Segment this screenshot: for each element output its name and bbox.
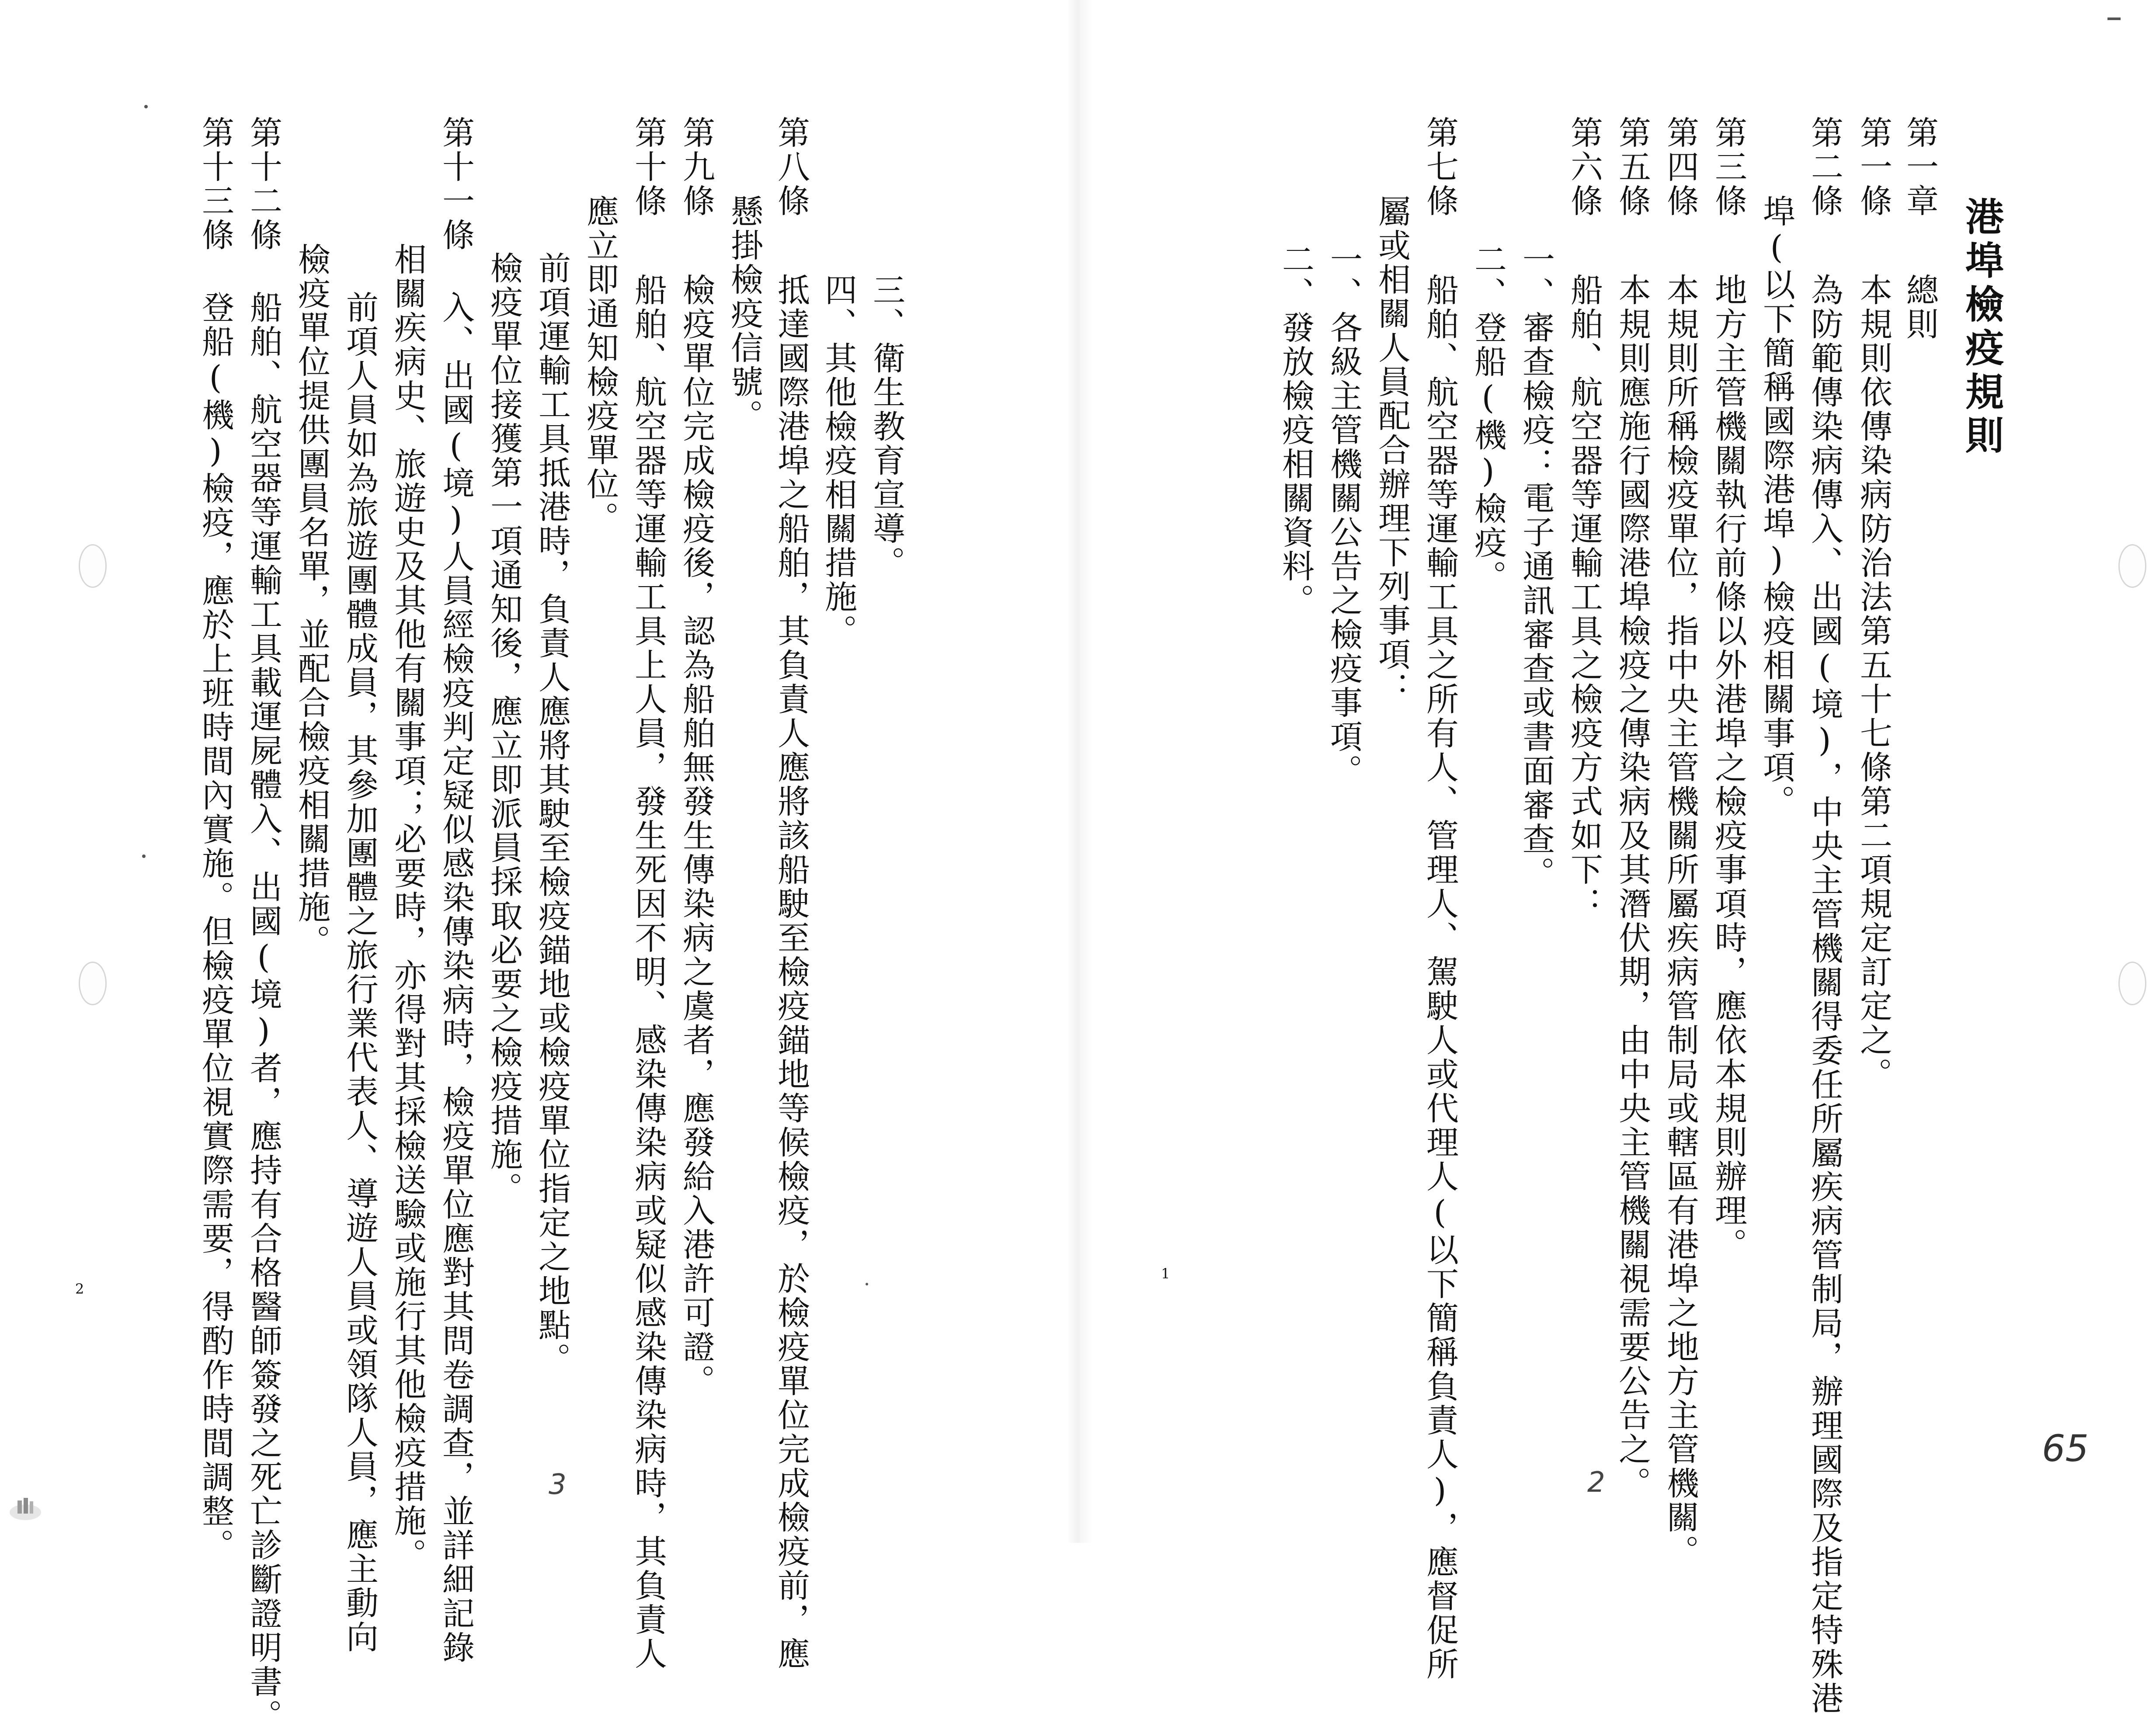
binder-hole: [2118, 544, 2146, 588]
article-label: 第八條: [772, 116, 810, 218]
article-label: 第六條: [1565, 116, 1603, 218]
article-text: 相關疾病史、旅遊史及其他有關事項；必要時，亦得對其採檢送驗或施行其他檢疫措施。: [389, 243, 427, 1572]
article-label: 第十三條: [197, 116, 234, 252]
article-label: 第二條: [1806, 116, 1843, 218]
list-item: 一、各級主管機關公告之檢疫事項。: [1325, 243, 1363, 788]
article-label: 第三條: [1710, 116, 1747, 218]
article-7-continuation: [1371, 0, 1413, 1543]
article-text: 前項運輸工具抵港時，負責人應將其駛至檢疫錨地或檢疫單位指定之地點。: [533, 251, 571, 1376]
article-10-paragraph-2: [531, 0, 573, 1543]
article-label: 第四條: [1662, 116, 1699, 218]
item-4-column: [817, 0, 859, 1543]
article-8-column: [770, 0, 812, 1671]
right-page: [1078, 0, 2156, 1716]
article-text: 為防範傳染病傳入、出國(境)，中央主管機關得委任所屬疾病管制局，辦理國際及指定特殊港: [1806, 273, 1843, 1716]
article-9-column: [675, 0, 717, 1543]
article-text: 前項人員如為旅遊團體成員，其參加團體之旅行業代表人、導遊人員或領隊人員，應主動向: [341, 291, 379, 1654]
list-item: 一、審查檢疫：電子通訊審查或書面審查。: [1517, 243, 1555, 890]
article-text: 本規則應施行國際港埠檢疫之傳染病及其潛伏期，由中央主管機關視需要公告之。: [1614, 273, 1651, 1500]
item-3-column: [866, 0, 908, 1543]
chapter-title: 總則: [1901, 273, 1939, 341]
article-11-column: [435, 0, 477, 1665]
list-item: 二、登船(機)檢疫。: [1469, 243, 1507, 594]
archive-logo-icon: [8, 1488, 43, 1523]
article-11-paragraph-2: [339, 0, 381, 1654]
article-label: 第九條: [678, 116, 715, 218]
article-7-item-1: [1323, 0, 1365, 1543]
article-2-column: [1804, 0, 1846, 1716]
page-number: 2: [75, 1281, 84, 1297]
article-text: 船舶、航空器等運輸工具載運屍體入、出國(境)者，應持有合格醫師簽發之死亡診斷證明書。: [245, 291, 282, 1733]
article-text: 檢疫單位提供團員名單，並配合檢疫相關措施。: [293, 243, 330, 959]
article-7-column: [1419, 0, 1461, 1681]
document-title: 港埠檢疫規則: [1959, 197, 2005, 459]
article-text: 船舶、航空器等運輸工具之檢疫方式如下：: [1565, 273, 1603, 921]
article-1-column: [1853, 0, 1895, 1543]
article-13-column: [195, 0, 236, 1563]
article-6-column: [1563, 0, 1605, 1543]
page-number: 1: [1161, 1265, 1170, 1282]
article-5-column: [1611, 0, 1653, 1543]
article-6-item-2: [1467, 0, 1509, 1543]
scan-speck: [144, 105, 148, 108]
binder-hole: [2118, 962, 2146, 1005]
article-label: 第十一條: [437, 116, 475, 252]
binder-hole: [79, 962, 107, 1005]
article-4-column: [1659, 0, 1701, 1569]
chapter-1-column: [1899, 0, 1941, 1543]
article-12-column: [243, 0, 285, 1733]
article-label: 第十條: [629, 116, 667, 218]
article-text: 懸掛檢疫信號。: [726, 194, 763, 433]
article-text: 本規則依傳染病防治法第五十七條第二項規定訂定之。: [1855, 273, 1892, 1091]
article-text: 檢疫單位完成檢疫後，認為船舶無發生傳染病之虞者，應發給入港許可證。: [678, 273, 715, 1398]
handwritten-page-mark: 2: [1587, 1466, 1605, 1499]
scan-mark: [2107, 17, 2121, 20]
article-2-continuation: [1756, 0, 1798, 1543]
article-6-item-1: [1515, 0, 1557, 1543]
article-text: 埠(以下簡稱國際港埠)檢疫相關事項。: [1758, 194, 1795, 819]
article-8-continuation: [723, 0, 765, 1543]
list-item: 三、衛生教育宣導。: [868, 273, 905, 580]
article-text: 入、出國(境)人員經檢疫判定疑似感染傳染病時，檢疫單位應對其問卷調查，並詳細記錄: [437, 291, 475, 1665]
article-10-continuation: [579, 0, 621, 1543]
article-text: 應立即通知檢疫單位。: [581, 194, 619, 535]
article-3-column: [1707, 0, 1749, 1543]
binder-hole: [79, 544, 107, 588]
article-text: 抵達國際港埠之船舶，其負責人應將該船駛至檢疫錨地等候檢疫，於檢疫單位完成檢疫前，應: [772, 273, 810, 1671]
article-10-column: [627, 0, 669, 1671]
article-label: 第七條: [1421, 116, 1459, 218]
article-10-paragraph-3: [483, 0, 525, 1543]
article-text: 檢疫單位接獲第一項通知後，應立即派員採取必要之檢疫措施。: [485, 251, 523, 1206]
handwritten-page-mark: 3: [549, 1469, 567, 1501]
article-label: 第十二條: [245, 116, 282, 252]
scan-speck: [142, 854, 146, 858]
article-text: 屬或相關人員配合辦理下列事項：: [1373, 194, 1411, 706]
list-item: 二、發放檢疫相關資料。: [1277, 243, 1314, 618]
handwritten-folio-number: 65: [2042, 1427, 2089, 1470]
article-text: 船舶、航空器等運輸工具之所有人、管理人、駕駛人或代理人(以下簡稱負責人)，應督促所: [1421, 273, 1459, 1681]
article-text: 船舶、航空器等運輸工具上人員，發生死因不明、感染傳染病或疑似感染傳染病時，其負責人: [629, 273, 667, 1671]
chapter-label: 第一章: [1901, 116, 1939, 218]
article-label: 第一條: [1855, 116, 1892, 218]
article-7-item-2: [1275, 0, 1317, 1543]
article-text: 登船(機)檢疫，應於上班時間內實施。但檢疫單位視實際需要，得酌作時間調整。: [197, 291, 234, 1563]
article-text: 地方主管機關執行前條以外港埠之檢疫事項時，應依本規則辦理。: [1710, 273, 1747, 1262]
article-11-continuation: [387, 0, 429, 1572]
article-11-paragraph-2-cont: [291, 0, 333, 1543]
list-item: 四、其他檢疫相關措施。: [820, 273, 857, 648]
scan-speck: [866, 1283, 868, 1285]
article-label: 第五條: [1614, 116, 1651, 218]
article-text: 本規則所稱檢疫單位，指中央主管機關所屬疾病管制局或轄區有港埠之地方主管機關。: [1662, 273, 1699, 1569]
